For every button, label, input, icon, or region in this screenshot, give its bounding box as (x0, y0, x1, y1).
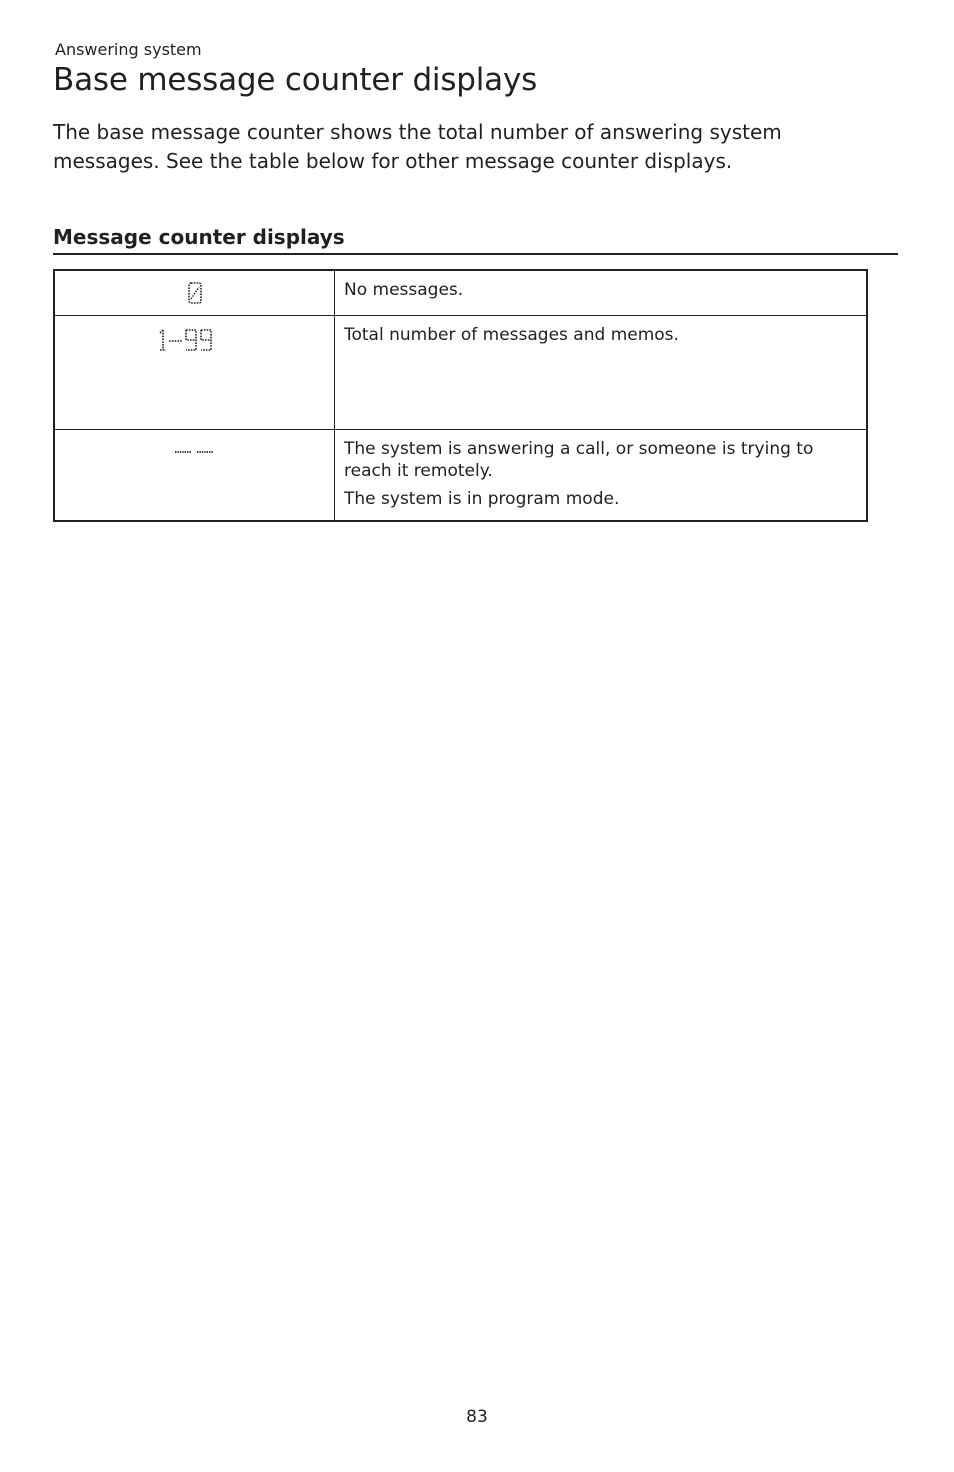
counter-description-cell (335, 315, 868, 429)
description-text: The system is answering a call, or someone is trying to reach it remotely. (344, 438, 814, 481)
counter-display-cell (54, 315, 335, 429)
counter-display-cell (54, 270, 335, 315)
description-text: The system is in program mode. (344, 488, 620, 509)
description-text: Total number of messages and memos. (344, 324, 679, 345)
page-number: 83 (466, 1407, 488, 1427)
description-text: No messages. (344, 280, 464, 300)
counter-description-cell (335, 270, 868, 315)
table-row (54, 429, 867, 521)
counter-display-cell (54, 429, 335, 521)
page-title: Base message counter displays (53, 62, 538, 98)
table-row (54, 270, 867, 315)
message-counter-table (53, 269, 868, 522)
lcd-range-display (155, 316, 235, 360)
table-heading: Message counter displays (53, 224, 898, 255)
table-row (54, 315, 867, 429)
counter-description-cell (335, 429, 868, 521)
lcd-dashes-display (165, 430, 225, 466)
lcd-zero-display (175, 271, 215, 313)
section-label: Answering system (55, 40, 202, 59)
intro-paragraph: The base message counter shows the total number of answering system messages. See the table below for other message counter displays. (53, 120, 782, 173)
